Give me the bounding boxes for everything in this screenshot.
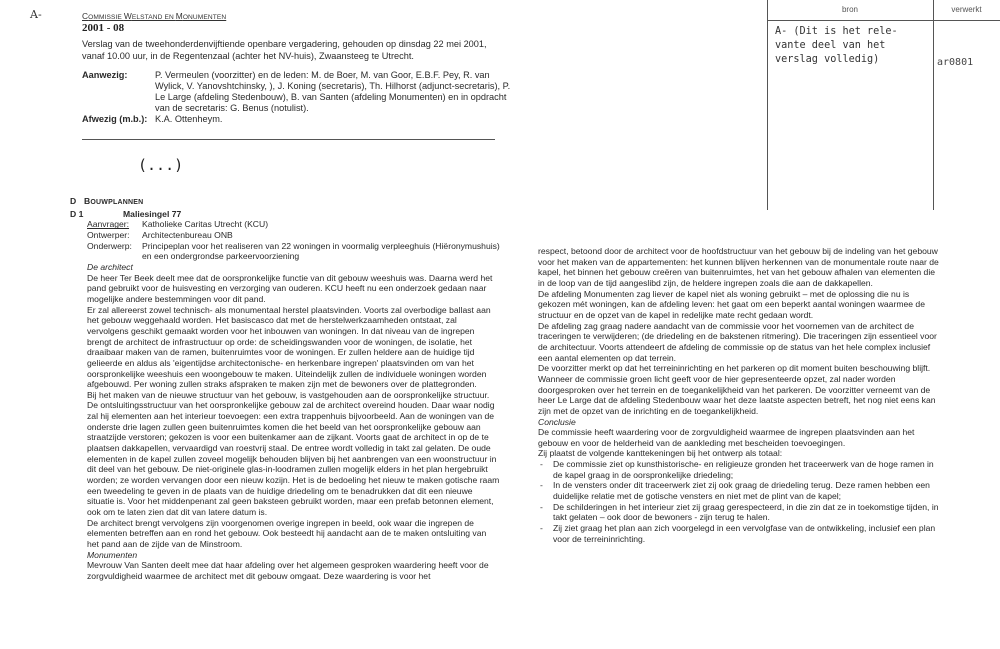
item-title: Maliesingel 77 [123, 208, 182, 219]
field-value: Katholieke Caritas Utrecht (KCU) [142, 219, 269, 230]
organisation-name [82, 11, 226, 21]
left-column [70, 196, 500, 582]
paragraph: De voorzitter merkt op dat het terreininrichting en het parkeren op dit moment buiten beschouwing blijft. Wanneer de commissie groen licht geeft voor de hier gepresenteerde opzet, zal nader worden doorgesproken over het terrein en de toegankelijkheid van het parkeren. De voorzitter verneemt van de heer Le Large dat de afdeling Stedenbouw waar het deze laatste aspecten betreft, het nog niet eens kan zijn met de opzet van de inrichting en de toegankelijkheid. [538, 363, 936, 416]
paragraph: De architect brengt vervolgens zijn voorgenomen overige ingrepen in beeld, ook waar die ingrepen de elementen betreffen aan en rond het gebouw. Ook besteedt hij aandacht aan de te maken ontsluiting van het pand aan de zijde van de Minstroom. [87, 517, 487, 549]
stamp-reference: ar0801 [937, 57, 974, 68]
subheading-conclusie: Conclusie [538, 416, 576, 427]
paragraph: De heer Ter Beek deelt mee dat de oorspronkelijke functie van dit gebouw weeshuis was. Daarna werd het pand gebruikt voor de huisvesting en verzorging van ouderen. KCU heeft nu een onderzoek gedaan naar mogelijke andere bestemmingen voor dit pand. [87, 272, 493, 304]
present-row [82, 70, 512, 114]
list-item [538, 502, 943, 523]
org-part: M [175, 11, 183, 21]
item-heading [70, 209, 500, 220]
list-item-text: In de vensters onder dit traceerwerk ziet zij ook graag de driedeling terug. Deze ramen hebben een duidelijke relatie met de gotische vensters en niet met de plint van de kapel; [553, 480, 930, 502]
bullet-dash: - [540, 480, 543, 491]
section-title [84, 196, 143, 209]
section-code: D [70, 196, 77, 206]
paragraph: Bij het maken van de nieuwe structuur van het gebouw, is vastgehouden aan de oorspronkelijke structuur. De ontsluitingsstructuur van het oorspronkelijke gebouw zal de architect overeind houden. Daar waar nodig zal hij elementen aan het interieur toevoegen: een extra trappenhuis bijvoorbeeld. Aan de woningen van de onderste drie lagen zullen geen buitenruimtes komen die het beeld van het oorspronkelijke gebouw aan straatzijde verstoren; gekozen is voor een buitenkamer aan de zijkant. Voorts gaat de architect in op de te plaatsen dakkapellen, vervaardigd van roestvrij staal. De entree wordt volledig in takt zal gelaten. De oude elementen in de kapel zullen zoveel mogelijk behouden blijven bij het aanbrengen van een woonstructuur in dit deel van het gebouw. De niet-originele glas-in-loodramen zullen mogelijk elders in het plan hergebruikt worden; ze worden vervangen door een nieuw kozijn. Het is de bedoeling het nieuw te maken gotische raam een tweedeling te geven in de plaats van de huidige driedeling om te benadrukken dat dit een nieuwe situatie is. Voor het middenpenant zal geen baksteen gebruikt worden, maar een prefab betonnen element, ook om te laten zien dat dit van latere datum is. [87, 389, 500, 518]
item-code: D 1 [70, 208, 84, 219]
present-value: P. Vermeulen (voorzitter) en de leden: M. de Boer, M. van Goor, E.B.F. Pey, R. van Wylick, V. Yanovshtchinsky, ), J. Koning (secretaris), Th. Hilhorst (adjunct-secretaris), P. Le Large (afdeling Stedenbouw), B. van Santen (afdeling Monumenten) en in opdracht van de secretaris: G. Benus (notulist). [155, 70, 511, 113]
subheading-architect: De architect [87, 261, 133, 272]
org-part: OMMISSIE [88, 14, 124, 21]
stamp-header-processed: verwerkt [951, 5, 982, 14]
org-part: ELSTAND EN [131, 14, 176, 21]
paragraph: De commissie heeft waardering voor de zorgvuldigheid waarmee de ingrepen plaatsvinden aan het gebouw en voor de helderheid van de aankleding met bescheiden toevoegingen. [538, 427, 915, 448]
list-item [538, 480, 943, 501]
field-label: Ontwerper: [87, 229, 130, 240]
field-subject [70, 241, 500, 262]
list-item-text: De schilderingen in het interieur ziet zij graag gerespecteerd, in die zin dat ze in toekomstige tijden, in takt gelaten – ook door de bewoners - zijn terug te halen. [553, 501, 939, 523]
architect-section [70, 262, 500, 582]
paragraph: Mevrouw Van Santen deelt mee dat haar afdeling over het algemeen gesproken waardering heeft voor de zorgvuldigheid waarmee de architect met dit gebouw omgaat. Deze waardering is voor het [87, 560, 489, 581]
attendance [82, 70, 512, 125]
field-value: Architectenbureau ONB [142, 229, 233, 240]
stamp-header-line [767, 20, 1000, 21]
stamp-divider [933, 0, 934, 210]
paragraph: respect, betoond door de architect voor de hoofdstructuur van het gebouw bij de indeling van het gebouw voor het maken van de appartementen: het kunnen blijven herkennen van de monumentale route naar de kapel, het binnen het gebouw creëren van buitenruimtes, het van het gebouw afhalen van elementen die in de loop van de tijd aangeslibd zijn, de heldere ingrepen zoals die aan de dakkapellen. [538, 246, 939, 288]
paragraph: De afdeling Monumenten zag liever de kapel niet als woning gebruikt – met de oplossing die nu is gekozen mét woningen, kan de afdeling leven: het gaat om een beperkt aantal woningen waarmee de structuur en de opzet van de kapel in redelijke mate recht gedaan wordt. [538, 288, 925, 320]
right-column [538, 246, 943, 544]
margin-mark: A- [30, 8, 42, 21]
list-item-text: Zij ziet graag het plan aan zich voorgelegd in een vervolgfase van de ontwikkeling, inclusief een plan voor de terreininrichting. [553, 523, 936, 544]
section-title-rest: OUWPLANNEN [90, 199, 144, 206]
section-heading [70, 196, 500, 209]
bullet-dash: - [540, 523, 543, 534]
stamp-border-left [767, 0, 768, 210]
list-item-text: De commissie ziet op kunsthistorische- en religieuze gronden het traceerwerk van de hoge ramen in de kapel graag in de oorspronkelijke driedeling; [553, 459, 934, 480]
org-part: C [82, 11, 89, 21]
org-part: W [123, 11, 132, 21]
field-designer [70, 230, 500, 241]
section-title-initial: B [84, 196, 91, 206]
present-label: Aanwezig: [82, 70, 128, 80]
meeting-intro: Verslag van de tweehonderdenvijftiende openbare vergadering, gehouden op dinsdag 22 mei 2001, vanaf 10.00 uur, in de Regentenzaal (achter het NV-huis), Zwaansteeg te Utrecht. [82, 39, 487, 61]
field-label: Aanvrager: [87, 219, 130, 230]
absent-row [82, 114, 512, 125]
field-value: Principeplan voor het realiseren van 22 woningen in voormalig verpleeghuis (Hiëronymushuis) en een ondergrondse parkeervoorziening [142, 240, 500, 262]
stamp-note: A- (Dit is het rele- vante deel van het verslag volledig) [775, 26, 898, 65]
subheading-monumenten: Monumenten [87, 549, 138, 560]
bullet-dash: - [540, 501, 543, 512]
omission-mark: (...) [138, 156, 184, 174]
bullet-dash: - [540, 459, 543, 470]
stamp-header-source: bron [841, 5, 858, 14]
archive-stamp [767, 0, 1000, 210]
absent-value: K.A. Ottenheym. [155, 113, 223, 124]
org-part: ONUMENTEN [182, 14, 227, 21]
field-applicant [70, 219, 500, 230]
absent-label: Afwezig (m.b.): [82, 113, 148, 124]
paragraph: Zij plaatst de volgende kanttekeningen bij het ontwerp als totaal: [538, 448, 783, 459]
paragraph: Er zal allereerst zowel technisch- als monumentaal herstel plaatsvinden. Voorts zal overbodige ballast aan het gebouw weggehaald worden. Het basiscasco dat met de herstelwerkzaamheden ontstaat, zal vervolgens geschikt gemaakt worden voor het inbouwen van woningen. In dat niveau van de ingrepen brengt de architect de infrastructuur op orde: de scheidingswanden voor de woningen, de isolatie, het draaibaar maken van de ramen, buitenruimtes voor de woningen. Er zullen heldere aan de huidige tijd gelieerde en aldus als 'eigentijdse architectonische- en herkenbare ingrepen' plaatsvinden om van het oorspronkelijke weeshuis een woongebouw te maken. Uiteindelijk zullen de individuele woningen worden afgebouwd. Per woning zullen straks afspraken te maken zijn met de bewoners over de plattegronden. [87, 304, 491, 390]
field-label: Onderwerp: [87, 240, 132, 251]
document-number: 2001 - 08 [82, 22, 125, 34]
list-item [538, 523, 943, 544]
paragraph: De afdeling zag graag nadere aandacht van de commissie voor het voornemen van de architect de traceringen te verwijderen; (de driedeling en de bakstenen ritmering). Die traceringen zijn essentieel voor de architectuur. Voorts attendeert de afdeling de commissie op de status van het hele complex inclusief een aantal elementen op dat terrein. [538, 320, 937, 363]
list-item [538, 459, 943, 480]
header-divider [82, 139, 495, 140]
